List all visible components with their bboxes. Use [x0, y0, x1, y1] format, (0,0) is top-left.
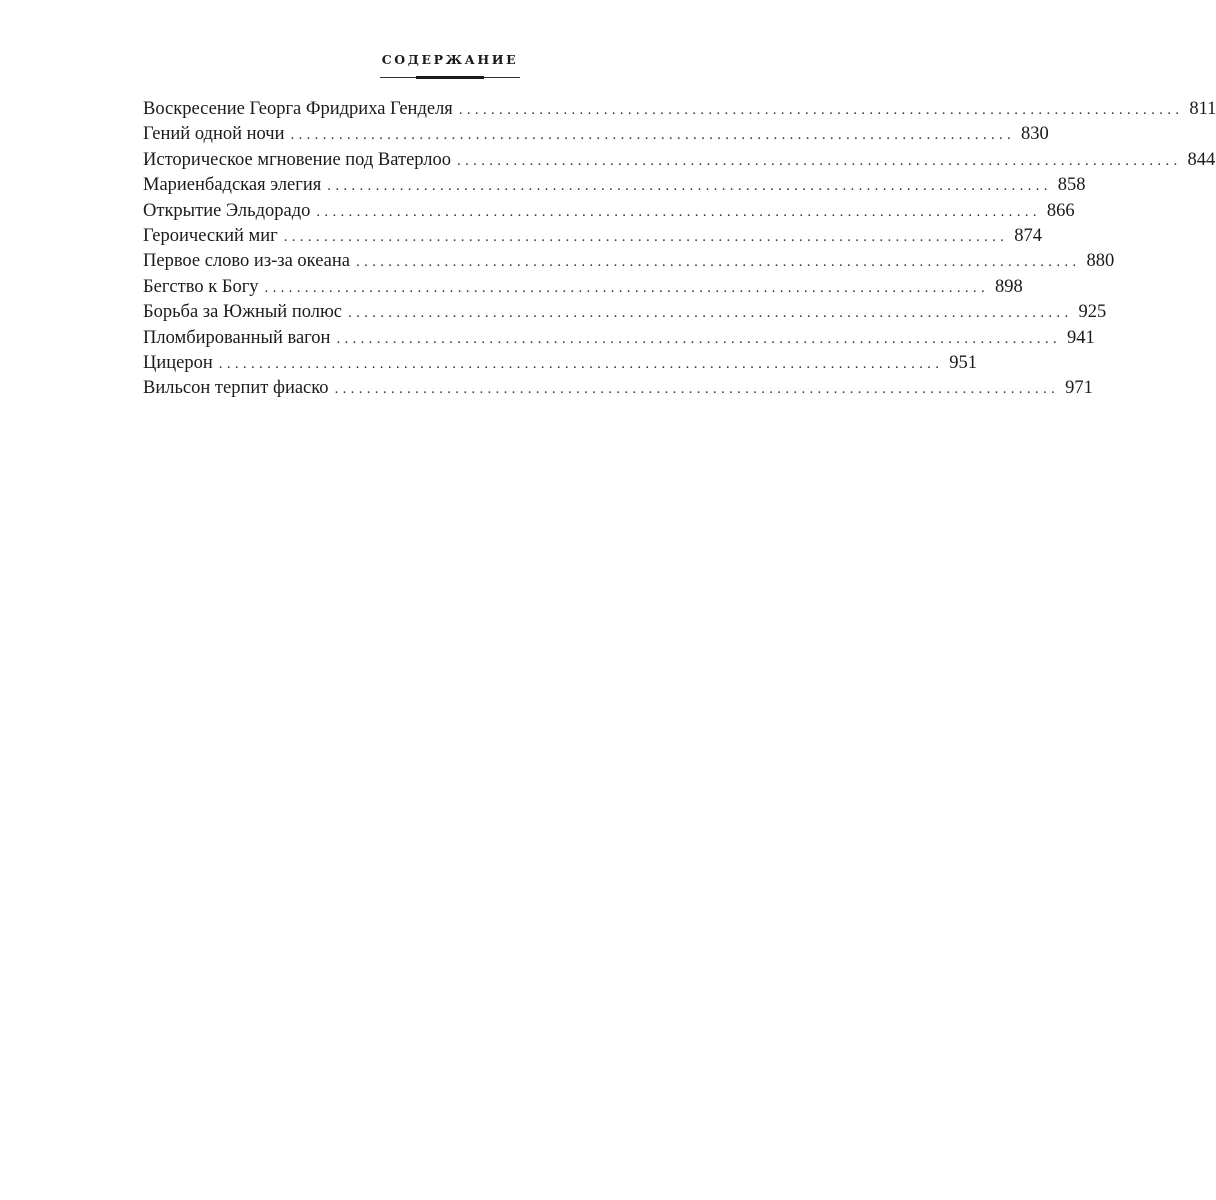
toc-entry-title: Пломбированный вагон	[143, 327, 331, 348]
table-of-contents	[143, 97, 1216, 402]
toc-entry[interactable]	[143, 148, 1216, 173]
toc-entry-page: 898	[995, 276, 1023, 297]
toc-dot-leader: ..........................................................................................	[290, 127, 1016, 144]
toc-entry[interactable]	[143, 97, 1216, 122]
toc-dot-leader: ..........................................................................................	[336, 330, 1061, 347]
toc-entry-title: Гений одной ночи	[143, 124, 285, 145]
toc-entry-title: Вильсон терпит фиаско	[143, 378, 329, 399]
toc-entry-page: 925	[1078, 302, 1107, 323]
toc-entry[interactable]	[143, 351, 978, 376]
toc-entry[interactable]	[143, 122, 1049, 147]
toc-entry[interactable]	[143, 173, 1086, 198]
toc-entry[interactable]	[143, 300, 1107, 325]
toc-entry-title: Открытие Эльдорадо	[143, 200, 311, 221]
toc-dot-leader: ..........................................................................................	[218, 355, 944, 372]
toc-dot-leader: ..........................................................................................	[334, 381, 1060, 398]
toc-entry-page: 866	[1046, 200, 1075, 221]
toc-dot-leader: ..........................................................................................	[355, 254, 1081, 271]
title-rule-thick-line	[416, 76, 484, 79]
toc-entry-title: Борьба за Южный полюс	[143, 302, 343, 323]
toc-dot-leader: ..........................................................................................	[283, 228, 1009, 245]
toc-dot-leader: ..........................................................................................	[316, 203, 1041, 220]
toc-dot-leader: ..........................................................................................	[348, 305, 1073, 322]
toc-entry-title: Бегство к Богу	[143, 276, 259, 297]
toc-entry-title: Цицерон	[143, 352, 213, 373]
toc-entry-page: 971	[1065, 378, 1093, 399]
toc-entry-page: 880	[1086, 251, 1115, 272]
page-header	[0, 52, 900, 79]
toc-entry-page: 830	[1021, 124, 1049, 145]
toc-entry[interactable]	[143, 326, 1095, 351]
toc-entry-page: 858	[1057, 175, 1086, 196]
toc-dot-leader: ..........................................................................................	[457, 152, 1182, 169]
page-title: СОДЕРЖАНИЕ	[381, 52, 519, 67]
toc-dot-leader: ..........................................................................................	[264, 279, 990, 296]
title-rule	[380, 76, 520, 79]
toc-entry-title: Героический миг	[143, 225, 278, 246]
toc-entry-title: Историческое мгновение под Ватерлоо	[143, 149, 452, 170]
toc-entry[interactable]	[143, 249, 1115, 274]
toc-entry[interactable]	[143, 199, 1075, 224]
toc-entry[interactable]	[143, 224, 1042, 249]
toc-dot-leader: ..........................................................................................	[458, 102, 1184, 118]
toc-entry-title: Первое слово из-за океана	[143, 251, 350, 272]
toc-entry-page: 811	[1189, 99, 1216, 119]
toc-entry-page: 941	[1066, 327, 1095, 348]
toc-entry-page: 844	[1187, 149, 1216, 170]
toc-entry-page: 874	[1014, 225, 1042, 246]
toc-entry-title: Воскресение Георга Фридриха Генделя	[143, 99, 453, 119]
toc-entry-page: 951	[949, 352, 978, 373]
toc-entry-title: Мариенбадская элегия	[143, 175, 322, 196]
toc-dot-leader: ..........................................................................................	[327, 178, 1052, 195]
toc-entry[interactable]	[143, 275, 1023, 300]
toc-entry[interactable]	[143, 376, 1093, 401]
